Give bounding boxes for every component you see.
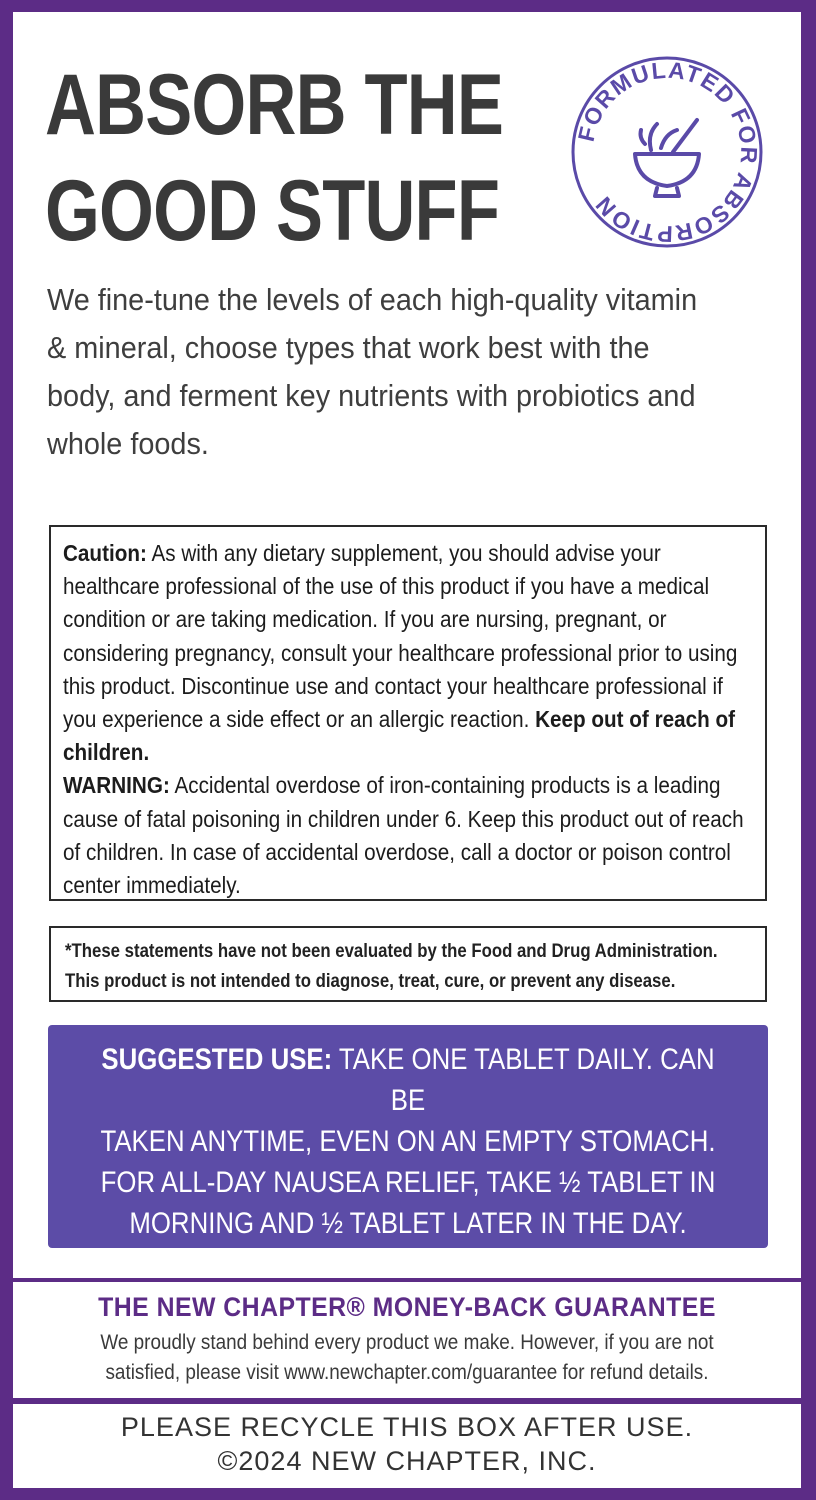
- intro-paragraph: We fine-tune the levels of each high-quality vitamin & mineral, choose types that work best with the body, and ferment key nutrients with probiotics and whole foods.: [47, 282, 698, 461]
- warning-label: WARNING:: [63, 772, 170, 799]
- suggested-use-line-5: NOT RECOMMENDED FOR USE IN CHILDREN.: [122, 1248, 694, 1281]
- seal-text: FORMULATED FOR ABSORPTION: [572, 56, 763, 248]
- fda-disclaimer-box: [49, 926, 767, 1002]
- guarantee-text: [52, 1328, 761, 1388]
- svg-text:FORMULATED FOR ABSORPTION: [573, 57, 763, 248]
- bowl-with-pestle-icon: [635, 120, 699, 196]
- guarantee-line-2: satisfied, please visit www.newchapter.com/guarantee for refund details.: [105, 1361, 709, 1384]
- main-panel: [13, 12, 801, 1281]
- headline: [45, 52, 503, 264]
- formulated-for-absorption-seal: [569, 54, 765, 250]
- fda-disclaimer: [65, 936, 736, 996]
- fda-line-2: This product is not intended to diagnose, treat, cure, or prevent any disease.: [65, 970, 676, 992]
- copyright: ©2024 NEW CHAPTER, INC.: [217, 1446, 597, 1476]
- recycle-notice: PLEASE RECYCLE THIS BOX AFTER USE.: [120, 1412, 694, 1442]
- guarantee-line-1: We proudly stand behind every product we make. However, if you are not: [100, 1331, 714, 1354]
- caution-label: Caution:: [63, 540, 147, 566]
- caution-body: As with any dietary supplement, you should advise your healthcare professional of the use of this product if you have a medical condition or are taking medication. If you are nursing, pregnant, or considering pregnancy, consult your healthcare professional prior to using this product. Discontinue use and contact your healthcare professional if you experience a side effect or an allergic reaction.: [63, 540, 738, 733]
- warning-body: Accidental overdose of iron-containing products is a leading cause of fatal poisoning in children under 6. Keep this product out of reach of children. In case of accidental overdose, call a doctor or poison control center immediately.: [63, 772, 744, 899]
- suggested-use-box: [48, 1025, 768, 1281]
- suggested-use-label: SUGGESTED USE:: [101, 1043, 333, 1076]
- suggested-use-text: [98, 1039, 717, 1285]
- guarantee-title: THE NEW CHAPTER® MONEY-BACK GUARANTEE: [98, 1292, 716, 1322]
- caution-text: [63, 537, 753, 902]
- suggested-use-line-4: MORNING AND ½ TABLET LATER IN THE DAY.: [129, 1207, 687, 1240]
- headline-line-2: GOOD STUFF: [45, 163, 500, 259]
- guarantee-section: [13, 1282, 801, 1398]
- caution-box: [49, 525, 767, 901]
- suggested-use-line-1: TAKE ONE TABLET DAILY. CAN BE: [332, 1043, 715, 1117]
- headline-line-1: ABSORB THE: [45, 57, 504, 153]
- suggested-use-line-3: FOR ALL-DAY NAUSEA RELIEF, TAKE ½ TABLET IN: [100, 1166, 716, 1199]
- footer-section: [13, 1404, 801, 1488]
- fda-line-1: *These statements have not been evaluated by the Food and Drug Administration.: [65, 940, 718, 962]
- suggested-use-line-2: TAKEN ANYTIME, EVEN ON AN EMPTY STOMACH.: [100, 1125, 716, 1158]
- keep-out-of-reach: Keep out of reach of children.: [63, 706, 736, 766]
